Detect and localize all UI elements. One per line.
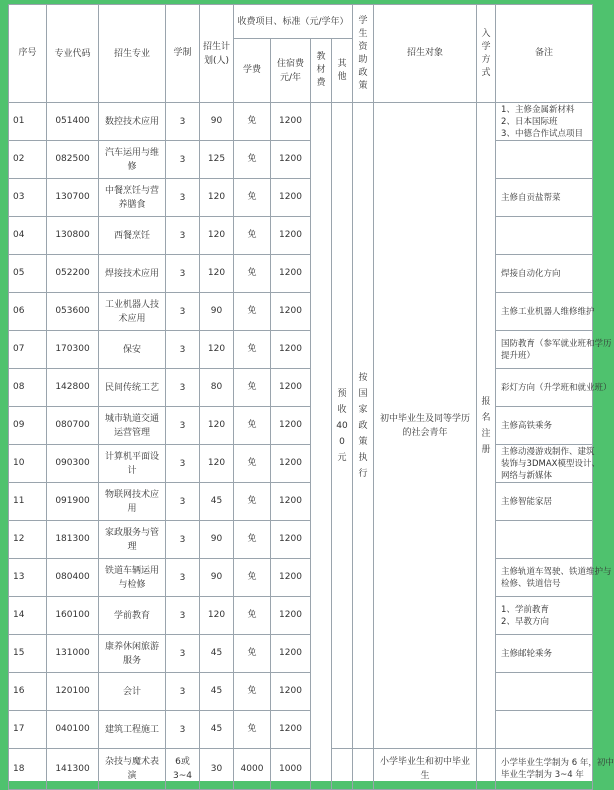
header-lodging: 住宿费元/年 [271, 39, 311, 103]
tuition-cell: 免 [234, 711, 271, 749]
header-fees-group: 收费项目、标准（元/学年） [234, 5, 353, 39]
code-cell: 130800 [47, 217, 99, 255]
table-row [9, 255, 593, 293]
lodging-cell: 1200 [271, 673, 311, 711]
years-cell: 3 [166, 445, 200, 483]
plan-cell: 90 [200, 293, 234, 331]
major-cell: 民间传统工艺 [99, 369, 166, 407]
other-fee-cell-last [332, 749, 353, 790]
years-cell: 3 [166, 559, 200, 597]
remarks-cell [496, 597, 593, 635]
remarks-cell [496, 711, 593, 749]
table-row [9, 711, 593, 749]
plan-cell: 45 [200, 673, 234, 711]
code-cell: 080400 [47, 559, 99, 597]
header-books: 教材费 [311, 39, 332, 103]
remarks-cell [496, 331, 612, 369]
lodging-cell: 1000 [271, 749, 311, 790]
lodging-cell: 1200 [271, 293, 311, 331]
years-cell: 3 [166, 635, 200, 673]
lodging-cell: 1200 [271, 255, 311, 293]
plan-cell: 125 [200, 141, 234, 179]
target-cell-last: 小学毕业生和初中毕业生 [374, 749, 477, 790]
tuition-cell: 免 [234, 331, 271, 369]
remarks-line: 1、学前教育 [501, 604, 549, 615]
seq-cell: 18 [9, 749, 47, 790]
table-row [9, 483, 593, 521]
major-cell: 汽车运用与维修 [99, 141, 166, 179]
remarks-line: 小学毕业生学制为 6 年，初中 [501, 758, 614, 768]
seq-cell: 13 [9, 559, 47, 597]
tuition-cell: 4000 [234, 749, 271, 790]
major-cell: 杂技与魔术表演 [99, 749, 166, 790]
years-cell: 3 [166, 331, 200, 369]
code-cell: 170300 [47, 331, 99, 369]
remarks-line: 主修动漫游戏制作、建筑 [501, 446, 595, 457]
major-cell: 铁道车辆运用与检修 [99, 559, 166, 597]
years-cell: 3 [166, 711, 200, 749]
lodging-cell: 1200 [271, 331, 311, 369]
table-row [9, 635, 593, 673]
enrollment-table-sheet [8, 4, 614, 781]
major-cell: 西餐烹饪 [99, 217, 166, 255]
table-row [9, 521, 593, 559]
remarks-cell [496, 179, 593, 217]
seq-cell: 11 [9, 483, 47, 521]
table-body [9, 103, 614, 790]
lodging-cell: 1200 [271, 521, 311, 559]
lodging-cell: 1200 [271, 597, 311, 635]
lodging-cell: 1200 [271, 141, 311, 179]
tuition-cell: 免 [234, 483, 271, 521]
remarks-line: 主修自贡盐帮菜 [501, 192, 561, 203]
remarks-line: 检修、铁道信号 [501, 578, 561, 589]
tuition-cell: 免 [234, 521, 271, 559]
years-cell: 3 [166, 407, 200, 445]
remarks-line: 主修轨道车驾驶、铁道维护与 [501, 566, 612, 577]
header-aid: 学生资助政策 [353, 5, 374, 103]
lodging-cell: 1200 [271, 559, 311, 597]
lodging-cell: 1200 [271, 483, 311, 521]
header-years: 学制 [166, 5, 200, 103]
major-cell: 焊接技术应用 [99, 255, 166, 293]
plan-cell: 90 [200, 103, 234, 141]
table-row [9, 407, 593, 445]
table-row [9, 559, 593, 597]
plan-cell: 90 [200, 521, 234, 559]
years-cell: 3 [166, 217, 200, 255]
remarks-line: 主修工业机器人维修维护 [501, 306, 595, 317]
plan-cell: 80 [200, 369, 234, 407]
major-cell: 会计 [99, 673, 166, 711]
plan-cell: 120 [200, 445, 234, 483]
code-cell: 090300 [47, 445, 99, 483]
tuition-cell: 免 [234, 407, 271, 445]
enrollment-table [8, 4, 614, 790]
major-cell: 数控技术应用 [99, 103, 166, 141]
lodging-cell: 1200 [271, 445, 311, 483]
major-cell: 工业机器人技术应用 [99, 293, 166, 331]
table-row [9, 445, 593, 483]
lodging-cell: 1200 [271, 179, 311, 217]
header-major: 招生专业 [99, 5, 166, 103]
table-row [9, 369, 593, 407]
other-fee-cell: 预收400元 [332, 103, 353, 749]
years-cell: 3 [166, 369, 200, 407]
remarks-cell [496, 673, 593, 711]
remarks-line: 主修高铁乘务 [501, 420, 553, 431]
remarks-cell [496, 103, 593, 141]
remarks-line: 国防教育（参军就业班和学历 [501, 338, 612, 349]
header-remarks: 备注 [496, 5, 593, 103]
code-cell: 131000 [47, 635, 99, 673]
seq-cell: 09 [9, 407, 47, 445]
tuition-cell: 免 [234, 445, 271, 483]
code-cell: 181300 [47, 521, 99, 559]
plan-cell: 120 [200, 179, 234, 217]
seq-cell: 04 [9, 217, 47, 255]
years-cell: 3 [166, 179, 200, 217]
remarks-line: 提升班） [501, 350, 536, 361]
remarks-cell [496, 483, 593, 521]
aid-policy-cell: 按国家政策执行 [353, 103, 374, 749]
table-row [9, 179, 593, 217]
seq-cell: 08 [9, 369, 47, 407]
remarks-line: 焊接自动化方向 [501, 268, 561, 279]
plan-cell: 120 [200, 255, 234, 293]
tuition-cell: 免 [234, 293, 271, 331]
tuition-cell: 免 [234, 179, 271, 217]
code-cell: 080700 [47, 407, 99, 445]
seq-cell: 10 [9, 445, 47, 483]
table-row [9, 597, 593, 635]
lodging-cell: 1200 [271, 369, 311, 407]
years-cell: 3 [166, 673, 200, 711]
remarks-cell [496, 749, 614, 790]
seq-cell: 12 [9, 521, 47, 559]
code-cell: 141300 [47, 749, 99, 790]
remarks-cell [496, 559, 612, 597]
plan-cell: 30 [200, 749, 234, 790]
plan-cell: 45 [200, 711, 234, 749]
code-cell: 082500 [47, 141, 99, 179]
remarks-cell [496, 635, 593, 673]
code-cell: 052200 [47, 255, 99, 293]
code-cell: 120100 [47, 673, 99, 711]
seq-cell: 02 [9, 141, 47, 179]
table-row [9, 749, 593, 790]
remarks-line: 装饰与3DMAX模型设计、 [501, 458, 600, 469]
remarks-cell [496, 369, 612, 407]
seq-cell: 05 [9, 255, 47, 293]
years-cell: 3 [166, 141, 200, 179]
years-cell: 3 [166, 255, 200, 293]
tuition-cell: 免 [234, 635, 271, 673]
lodging-cell: 1200 [271, 103, 311, 141]
plan-cell: 45 [200, 483, 234, 521]
header-code: 专业代码 [47, 5, 99, 103]
table-row [9, 293, 593, 331]
remarks-cell [496, 521, 593, 559]
remarks-cell [496, 293, 593, 331]
tuition-cell: 免 [234, 559, 271, 597]
tuition-cell: 免 [234, 255, 271, 293]
major-cell: 保安 [99, 331, 166, 369]
tuition-cell: 免 [234, 141, 271, 179]
remarks-line: 彩灯方向（升学班和就业班） [501, 382, 612, 393]
tuition-cell: 免 [234, 369, 271, 407]
remarks-cell [496, 217, 593, 255]
years-cell: 3 [166, 483, 200, 521]
years-cell: 3 [166, 521, 200, 559]
remarks-line: 2、早教方向 [501, 616, 549, 627]
code-cell: 053600 [47, 293, 99, 331]
code-cell: 040100 [47, 711, 99, 749]
seq-cell: 03 [9, 179, 47, 217]
table-row [9, 141, 593, 179]
remarks-line: 主修邮轮乘务 [501, 648, 553, 659]
code-cell: 142800 [47, 369, 99, 407]
years-cell: 3 [166, 597, 200, 635]
seq-cell: 01 [9, 103, 47, 141]
code-cell: 051400 [47, 103, 99, 141]
plan-cell: 120 [200, 597, 234, 635]
remarks-line: 网络与新媒体 [501, 470, 553, 481]
lodging-cell: 1200 [271, 711, 311, 749]
header-plan: 招生计划(人) [200, 5, 234, 103]
remarks-line: 3、中德合作试点项目 [501, 128, 583, 139]
tuition-cell: 免 [234, 673, 271, 711]
plan-cell: 120 [200, 331, 234, 369]
seq-cell: 07 [9, 331, 47, 369]
years-cell: 3 [166, 103, 200, 141]
seq-cell: 15 [9, 635, 47, 673]
remarks-line: 毕业生学制为 3~4 年 [501, 770, 584, 780]
code-cell: 160100 [47, 597, 99, 635]
years-cell: 3 [166, 293, 200, 331]
remarks-cell [496, 141, 593, 179]
major-cell: 家政服务与管理 [99, 521, 166, 559]
tuition-cell: 免 [234, 217, 271, 255]
plan-cell: 120 [200, 217, 234, 255]
header-tuition: 学费 [234, 39, 271, 103]
header-enroll: 入学方式 [477, 5, 496, 103]
lodging-cell: 1200 [271, 217, 311, 255]
remarks-line: 主修智能家居 [501, 496, 553, 507]
table-row [9, 103, 593, 141]
plan-cell: 90 [200, 559, 234, 597]
lodging-cell: 1200 [271, 635, 311, 673]
enroll-cell: 报名注册 [477, 103, 496, 749]
table-row [9, 217, 593, 255]
plan-cell: 45 [200, 635, 234, 673]
major-cell: 中餐烹饪与营养膳食 [99, 179, 166, 217]
major-cell: 物联网技术应用 [99, 483, 166, 521]
table-row [9, 331, 593, 369]
seq-cell: 06 [9, 293, 47, 331]
code-cell: 130700 [47, 179, 99, 217]
seq-cell: 16 [9, 673, 47, 711]
major-cell: 学前教育 [99, 597, 166, 635]
tuition-cell: 免 [234, 597, 271, 635]
major-cell: 城市轨道交通运营管理 [99, 407, 166, 445]
remarks-cell [496, 255, 593, 293]
books-cell [311, 103, 332, 790]
plan-cell: 120 [200, 407, 234, 445]
seq-cell: 17 [9, 711, 47, 749]
table-row [9, 673, 593, 711]
target-cell: 初中毕业生及同等学历的社会青年 [374, 103, 477, 749]
remarks-line: 2、日本国际班 [501, 116, 558, 127]
enroll-cell-last [477, 749, 496, 790]
years-cell: 6或3~4 [166, 749, 200, 790]
remarks-cell [496, 407, 593, 445]
header-seq: 序号 [9, 5, 47, 103]
remarks-cell [496, 445, 600, 483]
major-cell: 建筑工程施工 [99, 711, 166, 749]
lodging-cell: 1200 [271, 407, 311, 445]
tuition-cell: 免 [234, 103, 271, 141]
seq-cell: 14 [9, 597, 47, 635]
header-other: 其他 [332, 39, 353, 103]
header-target: 招生对象 [374, 5, 477, 103]
aid-policy-cell-last [353, 749, 374, 790]
major-cell: 计算机平面设计 [99, 445, 166, 483]
remarks-line: 1、主修金属新材料 [501, 104, 575, 115]
code-cell: 091900 [47, 483, 99, 521]
major-cell: 康养休闲旅游服务 [99, 635, 166, 673]
